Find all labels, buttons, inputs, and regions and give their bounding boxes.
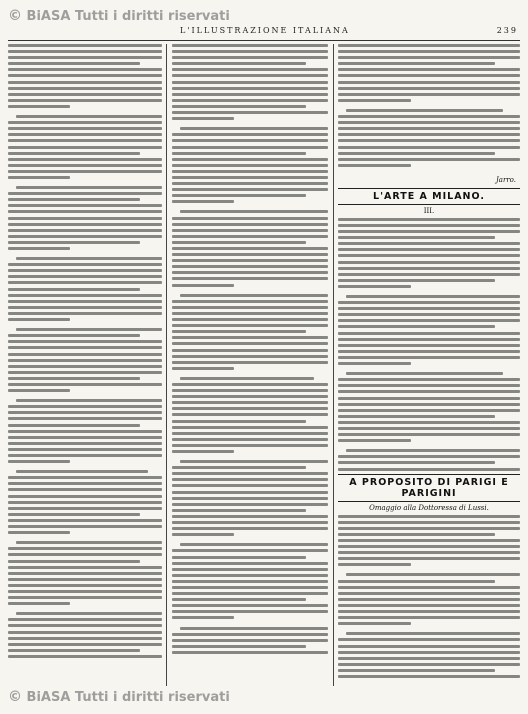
text-line — [172, 592, 328, 595]
text-line — [16, 612, 162, 615]
text-line — [8, 176, 70, 179]
text-line — [8, 525, 162, 528]
text-line — [172, 312, 328, 315]
text-line — [8, 121, 162, 124]
text-line — [172, 74, 328, 77]
text-line — [338, 397, 520, 400]
text-line — [172, 62, 306, 65]
text-line — [8, 655, 162, 658]
text-line — [338, 651, 520, 654]
text-line — [172, 235, 328, 238]
section-title-parigi: A PROPOSITO DI PARIGI E PARIGINI — [338, 474, 520, 502]
text-line — [8, 572, 162, 575]
text-line — [8, 275, 162, 278]
text-line — [16, 541, 162, 544]
text-line — [172, 247, 328, 250]
text-line — [338, 638, 520, 641]
text-line — [338, 580, 495, 583]
text-line — [172, 87, 328, 90]
text-line — [338, 403, 520, 406]
text-line — [8, 334, 140, 337]
text-line — [8, 87, 162, 90]
text-line — [172, 420, 306, 423]
text-line — [338, 267, 520, 270]
text-line — [338, 521, 520, 524]
text-line — [8, 590, 162, 593]
text-line — [8, 631, 162, 634]
text-line — [8, 105, 70, 108]
text-line — [172, 259, 328, 262]
text-line — [8, 281, 162, 284]
text-line — [172, 330, 306, 333]
text-line — [8, 454, 162, 457]
article-signature: Jarro. — [496, 175, 516, 184]
text-line — [338, 384, 520, 387]
text-line — [338, 224, 520, 227]
text-line — [172, 111, 328, 114]
text-line — [338, 669, 495, 672]
text-line — [8, 602, 70, 605]
text-line — [172, 610, 328, 613]
text-line — [172, 277, 328, 280]
text-line — [338, 657, 520, 660]
text-line — [338, 254, 520, 257]
text-line — [338, 610, 520, 613]
text-line — [172, 117, 234, 120]
text-line — [8, 269, 162, 272]
text-line — [338, 230, 520, 233]
text-line — [8, 578, 162, 581]
text-line — [172, 639, 328, 642]
header-rule — [8, 40, 520, 41]
text-line — [338, 325, 495, 328]
text-line — [172, 355, 328, 358]
text-line — [172, 438, 328, 441]
text-line — [338, 68, 520, 71]
text-line — [172, 527, 328, 530]
text-line — [8, 50, 162, 53]
text-line — [172, 170, 328, 173]
text-line — [8, 377, 140, 380]
text-line — [8, 618, 162, 621]
text-line — [16, 115, 162, 118]
text-line — [8, 133, 162, 136]
text-line — [8, 241, 140, 244]
text-line — [172, 99, 328, 102]
section-title-arte-milano: L'ARTE A MILANO. — [338, 188, 520, 205]
text-line — [172, 81, 328, 84]
text-line — [338, 139, 520, 142]
text-line — [16, 257, 162, 260]
text-line — [172, 389, 328, 392]
text-line — [8, 476, 162, 479]
text-line — [172, 472, 328, 475]
section-subhead: Omaggio alla Dottoressa di Lussi. — [369, 503, 489, 512]
text-line — [172, 105, 306, 108]
text-line — [16, 399, 162, 402]
text-line — [346, 109, 503, 112]
text-line — [8, 547, 162, 550]
text-line — [8, 99, 162, 102]
watermark-bottom: © BiASA Tutti i diritti riservati — [8, 689, 230, 705]
text-line — [8, 519, 162, 522]
text-line — [172, 56, 328, 59]
text-line — [338, 99, 411, 102]
text-line — [338, 362, 411, 365]
text-line — [338, 127, 520, 130]
text-line — [172, 349, 328, 352]
text-line — [338, 158, 520, 161]
text-line — [172, 300, 328, 303]
text-line — [8, 482, 162, 485]
text-line — [8, 513, 140, 516]
text-line — [180, 294, 328, 297]
text-line — [172, 306, 328, 309]
text-line — [8, 56, 162, 59]
text-line — [172, 478, 328, 481]
text-line — [8, 146, 162, 149]
watermark-top: © BiASA Tutti i diritti riservati — [8, 8, 230, 24]
text-line — [338, 563, 411, 566]
paragraph-gap — [172, 623, 328, 627]
text-line — [8, 235, 162, 238]
text-line — [338, 645, 520, 648]
text-line — [8, 306, 162, 309]
text-line — [172, 284, 234, 287]
text-line — [172, 395, 328, 398]
text-line — [338, 539, 520, 542]
text-line — [8, 359, 162, 362]
text-line — [338, 93, 520, 96]
text-line — [8, 411, 162, 414]
text-line — [172, 336, 328, 339]
text-line — [172, 466, 306, 469]
text-line — [338, 390, 520, 393]
text-line — [8, 300, 162, 303]
paragraph-gap — [338, 170, 520, 174]
text-line — [172, 342, 328, 345]
text-line — [172, 598, 306, 601]
text-line — [8, 405, 162, 408]
text-line — [172, 562, 328, 565]
text-line — [338, 439, 411, 442]
column-divider — [333, 44, 334, 686]
text-line — [172, 200, 234, 203]
section-number: III. — [423, 206, 435, 215]
text-line — [338, 433, 520, 436]
text-line — [172, 533, 234, 536]
text-line — [8, 637, 162, 640]
column-2 — [172, 44, 328, 686]
text-line — [180, 377, 314, 380]
text-line — [338, 121, 520, 124]
text-line — [172, 271, 328, 274]
text-line — [8, 649, 140, 652]
text-line — [8, 553, 162, 556]
text-line — [172, 503, 328, 506]
text-line — [338, 87, 520, 90]
text-line — [172, 253, 328, 256]
text-line — [172, 515, 328, 518]
text-line — [338, 236, 495, 239]
text-line — [338, 592, 520, 595]
text-line — [338, 663, 520, 666]
text-line — [338, 332, 520, 335]
text-line — [338, 557, 520, 560]
text-line — [172, 383, 328, 386]
text-line — [172, 497, 328, 500]
text-line — [16, 470, 148, 473]
text-line — [8, 223, 162, 226]
text-line — [16, 328, 162, 331]
text-line — [172, 229, 328, 232]
text-line — [8, 346, 162, 349]
text-line — [172, 509, 306, 512]
text-line — [346, 372, 503, 375]
text-line — [172, 604, 328, 607]
text-line — [338, 356, 520, 359]
column-3 — [338, 44, 520, 686]
text-line — [338, 378, 520, 381]
text-line — [338, 598, 520, 601]
text-line — [338, 285, 411, 288]
text-line — [172, 580, 328, 583]
text-line — [338, 133, 520, 136]
text-line — [338, 146, 520, 149]
text-line — [172, 158, 328, 161]
text-line — [338, 622, 411, 625]
text-line — [172, 164, 328, 167]
text-line — [338, 218, 520, 221]
text-line — [8, 340, 162, 343]
text-line — [8, 198, 140, 201]
text-line — [8, 417, 162, 420]
text-line — [338, 248, 520, 251]
text-line — [172, 426, 328, 429]
text-line — [338, 81, 520, 84]
text-line — [172, 549, 328, 552]
column-divider — [166, 44, 167, 686]
text-line — [338, 313, 520, 316]
text-line — [172, 586, 328, 589]
text-line — [8, 643, 162, 646]
text-line — [172, 450, 234, 453]
text-line — [8, 448, 162, 451]
text-line — [180, 627, 328, 630]
text-line — [338, 307, 520, 310]
text-line — [172, 93, 328, 96]
text-line — [172, 432, 328, 435]
text-line — [172, 265, 328, 268]
text-line — [8, 93, 162, 96]
text-line — [338, 421, 520, 424]
text-line — [338, 604, 520, 607]
text-line — [172, 556, 306, 559]
text-line — [180, 543, 328, 546]
text-line — [338, 675, 520, 678]
text-line — [338, 533, 495, 536]
text-line — [172, 521, 328, 524]
text-line — [172, 568, 328, 571]
text-line — [172, 645, 306, 648]
text-line — [172, 241, 306, 244]
text-line — [338, 301, 520, 304]
text-line — [172, 182, 328, 185]
text-line — [8, 584, 162, 587]
text-line — [338, 50, 520, 53]
publication-title: L'ILLUSTRAZIONE ITALIANA — [180, 26, 350, 35]
text-line — [8, 229, 162, 232]
text-line — [172, 616, 234, 619]
text-line — [338, 261, 520, 264]
text-line — [172, 444, 328, 447]
text-line — [172, 152, 306, 155]
text-line — [180, 127, 328, 130]
text-line — [8, 312, 162, 315]
text-line — [8, 566, 162, 569]
text-line — [8, 158, 162, 161]
text-line — [346, 295, 520, 298]
text-line — [338, 527, 520, 530]
text-line — [8, 507, 162, 510]
text-line — [8, 204, 162, 207]
text-line — [172, 50, 328, 53]
text-line — [8, 488, 162, 491]
text-line — [172, 574, 328, 577]
text-line — [172, 413, 328, 416]
text-line — [338, 350, 520, 353]
text-line — [8, 371, 162, 374]
text-line — [346, 573, 520, 576]
text-line — [346, 449, 520, 452]
text-line — [338, 415, 495, 418]
text-line — [8, 210, 162, 213]
text-line — [8, 127, 162, 130]
text-line — [8, 68, 162, 71]
text-line — [338, 62, 495, 65]
text-line — [338, 242, 520, 245]
text-line — [338, 409, 520, 412]
text-line — [338, 551, 520, 554]
page-number: 239 — [496, 26, 518, 35]
text-line — [8, 389, 70, 392]
column-1 — [8, 44, 162, 686]
text-line — [172, 44, 328, 47]
text-line — [8, 353, 162, 356]
text-line — [8, 436, 162, 439]
text-line — [8, 44, 162, 47]
text-line — [338, 455, 520, 458]
text-line — [180, 210, 328, 213]
text-line — [8, 152, 140, 155]
text-line — [338, 545, 520, 548]
text-line — [8, 288, 140, 291]
text-line — [338, 164, 411, 167]
text-line — [346, 632, 520, 635]
text-line — [8, 560, 140, 563]
text-line — [8, 495, 162, 498]
text-line — [8, 263, 162, 266]
text-line — [338, 427, 520, 430]
text-line — [8, 430, 162, 433]
text-line — [8, 383, 162, 386]
text-line — [338, 152, 495, 155]
text-line — [172, 651, 328, 654]
text-line — [172, 133, 328, 136]
text-line — [8, 318, 70, 321]
text-line — [8, 365, 162, 368]
text-line — [8, 531, 70, 534]
text-line — [8, 192, 162, 195]
page-header — [150, 26, 518, 40]
text-line — [338, 461, 495, 464]
text-line — [172, 139, 328, 142]
text-line — [8, 294, 162, 297]
text-line — [8, 460, 70, 463]
text-line — [338, 115, 520, 118]
text-line — [16, 186, 162, 189]
text-line — [8, 624, 162, 627]
text-line — [172, 194, 306, 197]
text-line — [8, 62, 140, 65]
text-line — [172, 407, 328, 410]
text-line — [172, 324, 328, 327]
text-line — [8, 247, 70, 250]
text-line — [8, 81, 162, 84]
text-line — [338, 279, 495, 282]
text-line — [172, 318, 328, 321]
text-line — [8, 74, 162, 77]
text-line — [172, 401, 328, 404]
text-line — [338, 586, 520, 589]
text-line — [338, 44, 520, 47]
text-line — [172, 176, 328, 179]
text-line — [172, 188, 328, 191]
text-line — [338, 616, 520, 619]
text-line — [338, 319, 520, 322]
text-line — [8, 217, 162, 220]
text-line — [338, 468, 520, 471]
text-line — [172, 223, 328, 226]
text-line — [172, 146, 328, 149]
text-line — [338, 515, 520, 518]
text-line — [172, 361, 328, 364]
text-line — [8, 139, 162, 142]
text-line — [8, 501, 162, 504]
text-line — [8, 424, 140, 427]
text-line — [172, 484, 328, 487]
text-line — [338, 273, 520, 276]
text-line — [338, 56, 520, 59]
text-line — [8, 164, 162, 167]
text-line — [172, 633, 328, 636]
text-line — [172, 367, 234, 370]
text-line — [180, 460, 328, 463]
text-line — [172, 491, 328, 494]
text-line — [172, 217, 328, 220]
text-line — [8, 596, 162, 599]
text-line — [338, 338, 520, 341]
text-line — [8, 442, 162, 445]
text-line — [338, 344, 520, 347]
text-line — [172, 68, 328, 71]
text-line — [8, 170, 162, 173]
text-line — [338, 74, 520, 77]
